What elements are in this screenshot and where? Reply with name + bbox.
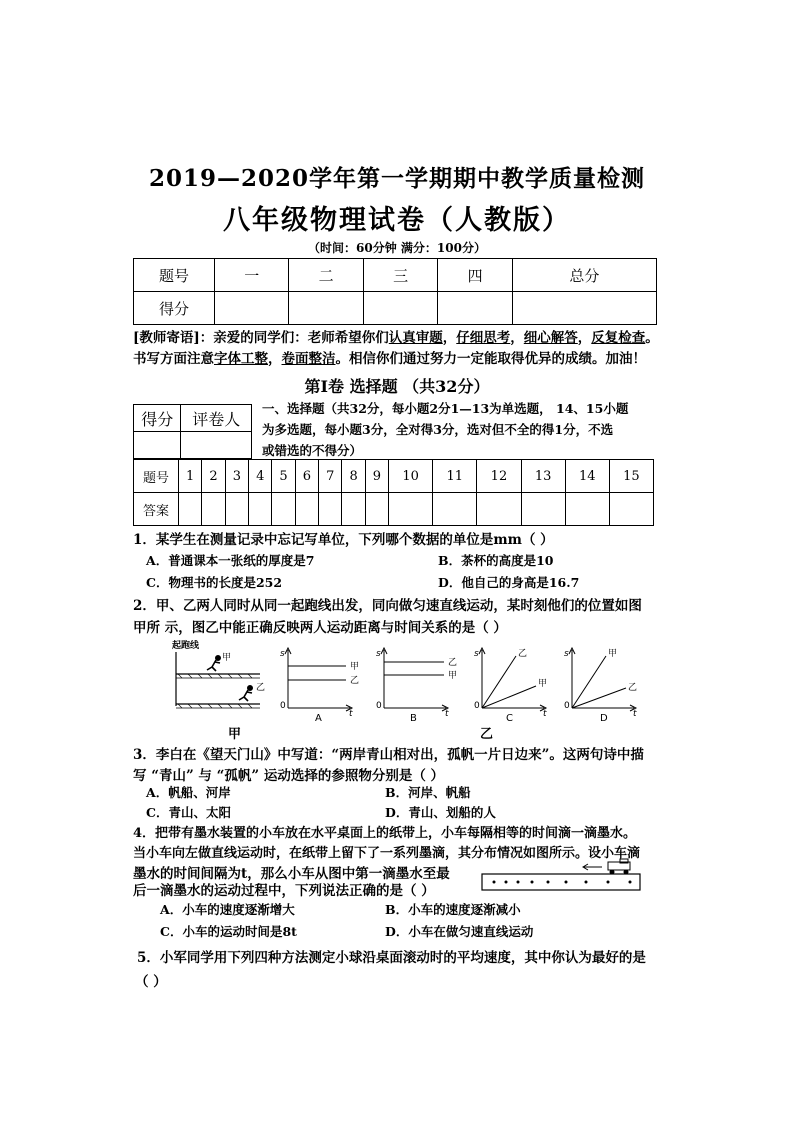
answer-cell[interactable] [295, 493, 318, 526]
answer-cell[interactable] [389, 493, 433, 526]
answer-cell[interactable] [565, 493, 609, 526]
q3-stem-line2: 写 “青山” 与 “孤帆” 运动选择的参照物分别是（ ） [133, 768, 445, 784]
graph-c-t-label: t [543, 709, 547, 719]
graph-a-yi: 乙 [350, 676, 360, 686]
graph-b-t-label: t [445, 709, 449, 719]
answer-number: 4 [249, 460, 272, 493]
graph-d-yi: 乙 [628, 683, 638, 693]
graph-b-jia: 甲 [448, 671, 458, 681]
q3-option-d[interactable]: D．青山、划船的人 [385, 805, 496, 820]
answer-number: 12 [477, 460, 521, 493]
graph-a-s-label: s [280, 649, 285, 659]
answer-table-number-row [134, 460, 654, 493]
score-table [133, 258, 657, 325]
graph-d [569, 648, 636, 711]
graph-c-origin: 0 [474, 701, 480, 711]
exam-title-line2: 八年级物理试卷（人教版） [223, 205, 571, 236]
graph-c-yi: 乙 [518, 649, 528, 659]
score-input-cell[interactable] [438, 292, 512, 325]
q3-option-a[interactable]: A．帆船、河岸 [146, 785, 231, 800]
score-table-score-row [134, 292, 657, 325]
answer-cell[interactable] [225, 493, 248, 526]
graph-d-label: D [600, 713, 608, 724]
arrow-left-icon [583, 864, 602, 870]
graph-b [381, 648, 448, 711]
q3-option-c[interactable]: C．青山、太阳 [146, 805, 231, 820]
answer-cell[interactable] [521, 493, 565, 526]
score-cell-section1: 一 [215, 259, 289, 292]
teacher-message-line2: 书写方面注意字体工整，卷面整洁。相信你们通过努力一定能取得优异的成绩。加油！ [133, 351, 646, 367]
exam-title-line1: 2019—2020学年第一学期期中教学质量检测 [148, 165, 646, 192]
q4-option-d[interactable]: D．小车在做匀速直线运动 [385, 924, 534, 939]
grader-table [133, 404, 252, 459]
score-input-cell[interactable] [363, 292, 437, 325]
graph-d-jia: 甲 [608, 649, 618, 659]
score-cell-section3: 三 [363, 259, 437, 292]
q2-stem-line1: 2．甲、乙两人同时从同一起跑线出发，同向做匀速直线运动，某时刻他们的位置如图 [133, 598, 642, 614]
graph-a [285, 648, 352, 711]
q5-stem-line1: 5．小军同学用下列四种方法测定小球沿桌面滚动时的平均速度，其中你认为最好的是 [137, 950, 646, 966]
answer-number: 15 [609, 460, 653, 493]
answer-number: 13 [521, 460, 565, 493]
q4-option-b[interactable]: B．小车的速度逐渐减小 [385, 902, 521, 917]
answer-number: 5 [272, 460, 295, 493]
graph-c-label: C [506, 713, 513, 724]
q2-stem-line2: 甲所 示，图乙中能正确反映两人运动距离与时间关系的是（ ） [133, 620, 507, 636]
figure-yi-caption: 乙 [480, 727, 494, 742]
q1-option-b[interactable]: B．茶杯的高度是10 [438, 553, 554, 568]
graph-a-origin: 0 [280, 701, 286, 711]
answer-cell[interactable] [433, 493, 477, 526]
q1-stem: 1．某学生在测量记录中忘记写单位，下列哪个数据的单位是mm（ ） [133, 532, 554, 548]
q4-stem-line3: 墨水的时间间隔为t，那么小车从图中第一滴墨水至最 [133, 866, 450, 882]
exam-subtitle: （时间：60分钟 满分：100分） [308, 241, 486, 255]
q1-option-c[interactable]: C．物理书的长度是252 [146, 575, 283, 590]
answer-number: 7 [319, 460, 342, 493]
score-input-cell[interactable] [512, 292, 656, 325]
q3-stem-line1: 3．李白在《望天门山》中写道：“两岸青山相对出，孤帆一片日边来”。这两句诗中描 [133, 747, 644, 763]
graph-b-yi: 乙 [448, 658, 458, 668]
answer-number: 9 [365, 460, 388, 493]
answer-number: 8 [342, 460, 365, 493]
q5-stem-line2: （ ） [135, 974, 167, 990]
answer-cell[interactable] [342, 493, 365, 526]
answer-cell[interactable] [319, 493, 342, 526]
car-icon [608, 859, 630, 874]
runner-yi-icon [239, 686, 252, 701]
q4-tape-figure [480, 858, 644, 892]
q1-option-d[interactable]: D．他自己的身高是16.7 [438, 575, 580, 590]
yi-label: 乙 [256, 683, 266, 693]
score-cell-label: 题号 [134, 259, 215, 292]
grader-person-label: 评卷人 [181, 405, 252, 432]
graph-a-label: A [315, 713, 322, 724]
q2-figure-jia [172, 639, 265, 742]
grader-score-cell[interactable] [134, 432, 181, 459]
answer-cell[interactable] [202, 493, 225, 526]
score-cell-section2: 二 [289, 259, 363, 292]
q1-option-a[interactable]: A．普通课本一张纸的厚度是7 [146, 553, 315, 568]
answer-cell[interactable] [249, 493, 272, 526]
q4-stem-line2: 当小车向左做直线运动时，在纸带上留下了一系列墨滴，其分布情况如图所示。设小车滴 [133, 846, 641, 861]
answer-cell[interactable] [609, 493, 653, 526]
score-row-label: 得分 [134, 292, 215, 325]
answer-cell[interactable] [477, 493, 521, 526]
answer-number: 10 [389, 460, 433, 493]
runner-jia-icon [207, 656, 220, 671]
answer-row-label: 答案 [134, 493, 179, 526]
q4-option-c[interactable]: C．小车的运动时间是8t [160, 924, 297, 939]
answer-cell[interactable] [179, 493, 202, 526]
answer-number-label: 题号 [134, 460, 179, 493]
ink-drops [493, 881, 632, 884]
q4-option-a[interactable]: A．小车的速度逐渐增大 [160, 902, 295, 917]
answer-number: 2 [202, 460, 225, 493]
answer-cell[interactable] [365, 493, 388, 526]
q3-option-b[interactable]: B．河岸、帆船 [385, 785, 471, 800]
score-input-cell[interactable] [289, 292, 363, 325]
graph-a-jia: 甲 [350, 662, 360, 672]
graph-d-origin: 0 [564, 701, 570, 711]
graph-b-origin: 0 [376, 701, 382, 711]
graph-c-jia: 甲 [538, 679, 548, 689]
graph-c-s-label: s [474, 649, 479, 659]
answer-number: 3 [225, 460, 248, 493]
answer-number: 6 [295, 460, 318, 493]
answer-table-answer-row [134, 493, 654, 526]
graph-c [479, 648, 546, 711]
q4-stem-line4: 后一滴墨水的运动过程中，下列说法正确的是（ ） [133, 883, 435, 899]
section1-title: 第Ⅰ卷 选择题 （共32分） [304, 377, 490, 396]
q2-figure [170, 638, 650, 742]
score-cell-total: 总分 [512, 259, 656, 292]
section1-instructions: 一、选择题（共32分，每小题2分1—13为单选题， 14、15小题 为多选题，每小题3分，全对得3分，选对但不全的得1分，不选 或错选的不得分） [262, 401, 629, 458]
start-line-label: 起跑线 [172, 641, 200, 651]
answer-number: 11 [433, 460, 477, 493]
teacher-message-line1: [教师寄语]：亲爱的同学们：老师希望你们认真审题，仔细思考，细心解答，反复检查。 [133, 330, 659, 346]
answer-number: 1 [179, 460, 202, 493]
grader-score-label: 得分 [134, 405, 181, 432]
figure-jia-caption: 甲 [228, 727, 242, 742]
graph-a-t-label: t [349, 709, 353, 719]
grader-person-cell[interactable] [181, 432, 252, 459]
score-input-cell[interactable] [215, 292, 289, 325]
score-cell-section4: 四 [438, 259, 512, 292]
graph-b-s-label: s [376, 649, 381, 659]
answer-number: 14 [565, 460, 609, 493]
graph-d-t-label: t [633, 709, 637, 719]
q4-stem-line1: 4．把带有墨水装置的小车放在水平桌面上的纸带上，小车每隔相等的时间滴一滴墨水。 [133, 826, 637, 841]
jia-label: 甲 [222, 653, 232, 663]
graph-b-label: B [410, 713, 417, 724]
answer-cell[interactable] [272, 493, 295, 526]
score-table-header-row [134, 259, 657, 292]
answer-table [133, 459, 654, 526]
graph-d-s-label: s [564, 649, 569, 659]
